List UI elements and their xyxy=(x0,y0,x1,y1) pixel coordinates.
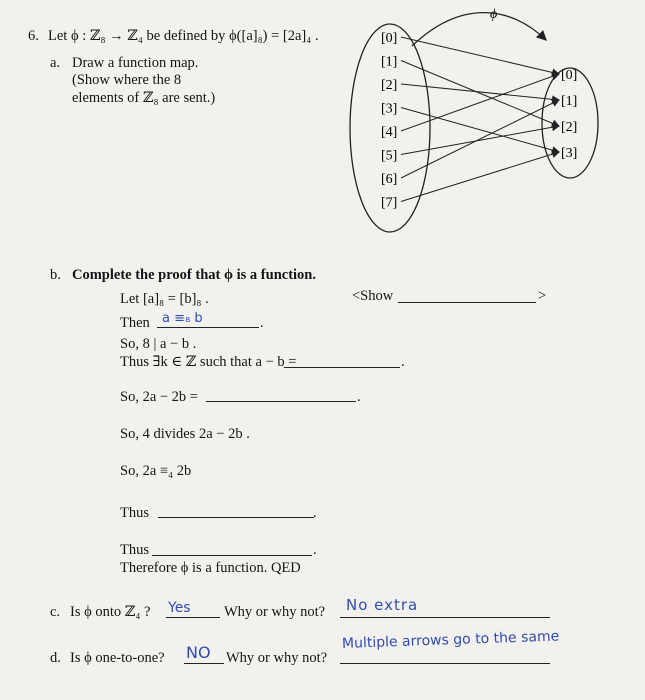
then-handwritten-answer: a ≡₈ b xyxy=(162,311,203,326)
proof-so4-line: So, 2a ≡₄ 2b xyxy=(120,463,192,479)
show-note: <Show xyxy=(352,288,394,304)
problem-statement: Let ϕ : ℤ₈ → ℤ₄ be defined by ϕ([a]₈) = [2a]₄ . xyxy=(48,28,319,44)
map-arrow-3 xyxy=(401,108,559,153)
part-c-answer-blank[interactable] xyxy=(166,617,220,618)
domain-element-0: [0] xyxy=(381,31,398,46)
codomain-element-2: [2] xyxy=(561,120,578,135)
show-note-blank[interactable] xyxy=(398,302,536,303)
part-d-why-answer: Multiple arrows go to the same xyxy=(341,628,560,652)
part-c-why-blank[interactable] xyxy=(340,617,550,618)
part-a-line1: Draw a function map. xyxy=(72,55,199,71)
part-a-line2: (Show where the 8 xyxy=(72,72,182,88)
part-d-label: d. xyxy=(50,650,61,666)
part-d-why: Why or why not? xyxy=(226,650,328,666)
problem-number: 6. xyxy=(28,28,39,44)
so2-blank[interactable] xyxy=(206,401,356,402)
phi-curve-arrow xyxy=(412,13,546,46)
part-c-question: Is ϕ onto ℤ₄ ? xyxy=(70,604,151,620)
part-b-heading: Complete the proof that ϕ is a function. xyxy=(72,267,316,283)
part-d-question: Is ϕ one-to-one? xyxy=(70,650,165,666)
phi-symbol: ϕ xyxy=(490,7,498,22)
domain-element-5: [5] xyxy=(381,148,398,164)
map-arrow-5 xyxy=(401,126,559,155)
domain-element-3: [3] xyxy=(381,101,398,117)
codomain-element-0: [0] xyxy=(561,68,578,83)
part-c-answer: Yes xyxy=(168,600,191,616)
part-a-line3: elements of ℤ₈ are sent.) xyxy=(72,90,216,106)
proof-so1-line: So, 8 | a − b . xyxy=(120,336,197,352)
part-c-why: Why or why not? xyxy=(224,604,326,620)
thus1-blank[interactable] xyxy=(284,367,400,368)
proof-thus3-line: Thus xyxy=(120,542,149,558)
part-d-why-blank[interactable] xyxy=(340,663,550,664)
domain-element-1: [1] xyxy=(381,54,398,70)
then-blank[interactable] xyxy=(157,327,259,328)
domain-element-7: [7] xyxy=(381,195,398,211)
thus3-blank[interactable] xyxy=(152,555,312,556)
map-arrow-6 xyxy=(401,100,559,178)
proof-so3-line: So, 4 divides 2a − 2b . xyxy=(120,426,250,442)
show-note-close: > xyxy=(538,288,547,304)
proof-thus1-line: Thus ∃k ∈ ℤ such that a − b = xyxy=(120,354,297,370)
proof-let-line: Let [a]₈ = [b]₈ . xyxy=(120,291,209,307)
map-arrow-0 xyxy=(401,37,559,74)
domain-element-6: [6] xyxy=(381,172,398,187)
codomain-element-3: [3] xyxy=(561,146,578,161)
part-a-label: a. xyxy=(50,55,61,71)
proof-so2-line: So, 2a − 2b = xyxy=(120,389,198,405)
codomain-element-1: [1] xyxy=(561,94,578,109)
domain-element-2: [2] xyxy=(381,78,398,93)
map-arrow-4 xyxy=(401,74,559,131)
part-c-why-answer: No extra xyxy=(346,596,419,614)
part-c-label: c. xyxy=(50,604,61,620)
function-map-diagram xyxy=(0,0,645,260)
part-b-label: b. xyxy=(50,267,61,283)
map-arrow-2 xyxy=(401,84,559,100)
domain-element-4: [4] xyxy=(381,125,398,140)
thus2-blank[interactable] xyxy=(158,517,314,518)
map-arrow-1 xyxy=(401,61,559,127)
map-arrow-7 xyxy=(401,152,559,202)
part-d-answer: NO xyxy=(186,643,211,662)
proof-thus2-line: Thus xyxy=(120,505,149,521)
part-d-answer-blank[interactable] xyxy=(184,663,224,664)
proof-then-line: Then xyxy=(120,315,150,331)
proof-therefore-line: Therefore ϕ is a function. QED xyxy=(120,560,301,576)
